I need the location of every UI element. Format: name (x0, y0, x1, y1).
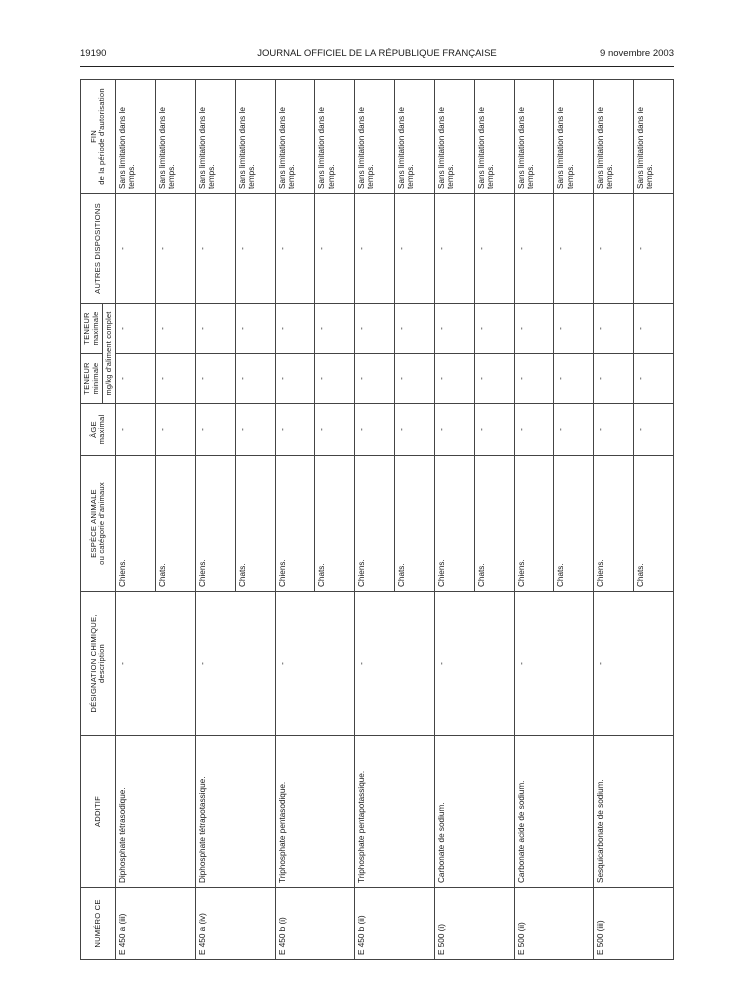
cell-age: - (116, 404, 156, 456)
cell-teneur-min: - (315, 354, 355, 404)
cell-teneur-min: - (235, 354, 275, 404)
table-row (514, 80, 554, 960)
table-row (434, 80, 474, 960)
cell-additif: Diphosphate tétrasodique. (116, 736, 196, 888)
cell-autres: - (235, 194, 275, 304)
cell-designation: - (434, 592, 514, 736)
rotated-table-wrapper (80, 80, 674, 960)
cell-autres: - (395, 194, 435, 304)
cell-autres: - (514, 194, 554, 304)
cell-age: - (594, 404, 634, 456)
cell-autres: - (554, 194, 594, 304)
cell-teneur-max: - (116, 304, 156, 354)
cell-additif: Carbonate de sodium. (434, 736, 514, 888)
cell-autres: - (315, 194, 355, 304)
cell-fin: Sans limitation dans le temps. (634, 80, 674, 194)
cell-numero: E 450 b (i) (275, 888, 355, 960)
cell-teneur-max: - (355, 304, 395, 354)
cell-teneur-min: - (195, 354, 235, 404)
cell-espece: Chiens. (195, 456, 235, 592)
cell-teneur-max: - (315, 304, 355, 354)
table-row (275, 80, 315, 960)
cell-teneur-max: - (434, 304, 474, 354)
cell-fin: Sans limitation dans le temps. (355, 80, 395, 194)
cell-fin: Sans limitation dans le temps. (594, 80, 634, 194)
cell-teneur-min: - (514, 354, 554, 404)
cell-fin: Sans limitation dans le temps. (315, 80, 355, 194)
cell-numero: E 450 a (iii) (116, 888, 196, 960)
col-header-unit: mg/kg d'aliment complet (103, 304, 116, 404)
cell-age: - (474, 404, 514, 456)
cell-teneur-max: - (195, 304, 235, 354)
table-row (594, 80, 634, 960)
cell-additif: Diphosphate tétrapotassique. (195, 736, 275, 888)
cell-additif: Triphosphate pentasodique. (275, 736, 355, 888)
cell-additif: Carbonate acide de sodium. (514, 736, 594, 888)
cell-autres: - (474, 194, 514, 304)
cell-autres: - (275, 194, 315, 304)
cell-autres: - (434, 194, 474, 304)
cell-teneur-max: - (594, 304, 634, 354)
cell-teneur-max: - (156, 304, 196, 354)
table-row (195, 80, 235, 960)
cell-teneur-min: - (275, 354, 315, 404)
cell-fin: Sans limitation dans le temps. (514, 80, 554, 194)
cell-additif: Sesquicarbonate de sodium. (594, 736, 674, 888)
col-header-age: ÂGE maximal (81, 404, 116, 456)
cell-autres: - (355, 194, 395, 304)
cell-autres: - (195, 194, 235, 304)
cell-espece: Chats. (395, 456, 435, 592)
cell-teneur-max: - (235, 304, 275, 354)
cell-autres: - (594, 194, 634, 304)
cell-espece: Chats. (634, 456, 674, 592)
cell-autres: - (634, 194, 674, 304)
col-header-teneur-max: TENEUR maximale (81, 304, 103, 354)
cell-fin: Sans limitation dans le temps. (275, 80, 315, 194)
table-row (116, 80, 156, 960)
cell-numero: E 450 a (iv) (195, 888, 275, 960)
cell-espece: Chiens. (514, 456, 554, 592)
cell-espece: Chiens. (594, 456, 634, 592)
header-row (81, 80, 103, 960)
cell-espece: Chats. (315, 456, 355, 592)
table-body (116, 80, 674, 960)
cell-designation: - (275, 592, 355, 736)
cell-fin: Sans limitation dans le temps. (395, 80, 435, 194)
col-header-numero: NUMÉRO CE (81, 888, 116, 960)
cell-fin: Sans limitation dans le temps. (116, 80, 156, 194)
cell-age: - (275, 404, 315, 456)
table-row (355, 80, 395, 960)
cell-fin: Sans limitation dans le temps. (554, 80, 594, 194)
cell-designation: - (594, 592, 674, 736)
col-header-designation: DÉSIGNATION CHIMIQUE, description (81, 592, 116, 736)
cell-fin: Sans limitation dans le temps. (195, 80, 235, 194)
page-number: 19190 (80, 48, 107, 59)
cell-teneur-min: - (554, 354, 594, 404)
cell-espece: Chiens. (355, 456, 395, 592)
cell-teneur-min: - (355, 354, 395, 404)
cell-espece: Chats. (235, 456, 275, 592)
cell-teneur-min: - (474, 354, 514, 404)
cell-numero: E 450 b (ii) (355, 888, 435, 960)
cell-numero: E 500 (iii) (594, 888, 674, 960)
cell-additif: Triphosphate pentapotassique. (355, 736, 435, 888)
cell-espece: Chats. (554, 456, 594, 592)
journal-title: JOURNAL OFFICIEL DE LA RÉPUBLIQUE FRANÇAISE (257, 48, 497, 59)
cell-fin: Sans limitation dans le temps. (235, 80, 275, 194)
cell-espece: Chiens. (434, 456, 474, 592)
cell-espece: Chiens. (275, 456, 315, 592)
cell-age: - (315, 404, 355, 456)
cell-teneur-min: - (634, 354, 674, 404)
cell-espece: Chiens. (116, 456, 156, 592)
cell-teneur-max: - (514, 304, 554, 354)
cell-autres: - (116, 194, 156, 304)
page-header (80, 48, 674, 64)
cell-age: - (514, 404, 554, 456)
cell-teneur-max: - (275, 304, 315, 354)
col-header-fin: FIN de la période d'autorisation (81, 80, 116, 194)
cell-fin: Sans limitation dans le temps. (474, 80, 514, 194)
cell-teneur-min: - (395, 354, 435, 404)
cell-teneur-max: - (634, 304, 674, 354)
cell-autres: - (156, 194, 196, 304)
cell-numero: E 500 (ii) (514, 888, 594, 960)
cell-designation: - (116, 592, 196, 736)
cell-espece: Chats. (156, 456, 196, 592)
cell-espece: Chats. (474, 456, 514, 592)
col-header-espece: ESPÈCE ANIMALE ou catégorie d'animaux (81, 456, 116, 592)
col-header-autres: AUTRES DISPOSITIONS (81, 194, 116, 304)
cell-teneur-min: - (594, 354, 634, 404)
cell-age: - (195, 404, 235, 456)
cell-teneur-max: - (474, 304, 514, 354)
col-header-teneur-min: TENEUR minimale (81, 354, 103, 404)
cell-numero: E 500 (i) (434, 888, 514, 960)
cell-age: - (235, 404, 275, 456)
cell-age: - (395, 404, 435, 456)
cell-fin: Sans limitation dans le temps. (434, 80, 474, 194)
issue-date: 9 novembre 2003 (600, 48, 674, 59)
cell-age: - (156, 404, 196, 456)
cell-teneur-min: - (434, 354, 474, 404)
cell-teneur-max: - (554, 304, 594, 354)
cell-designation: - (514, 592, 594, 736)
cell-age: - (554, 404, 594, 456)
additives-table (80, 79, 674, 960)
col-header-additif: ADDITIF (81, 736, 116, 888)
cell-teneur-max: - (395, 304, 435, 354)
header-rule (80, 66, 674, 67)
cell-designation: - (195, 592, 275, 736)
cell-age: - (634, 404, 674, 456)
cell-age: - (434, 404, 474, 456)
cell-teneur-min: - (116, 354, 156, 404)
cell-fin: Sans limitation dans le temps. (156, 80, 196, 194)
cell-teneur-min: - (156, 354, 196, 404)
cell-designation: - (355, 592, 435, 736)
cell-age: - (355, 404, 395, 456)
